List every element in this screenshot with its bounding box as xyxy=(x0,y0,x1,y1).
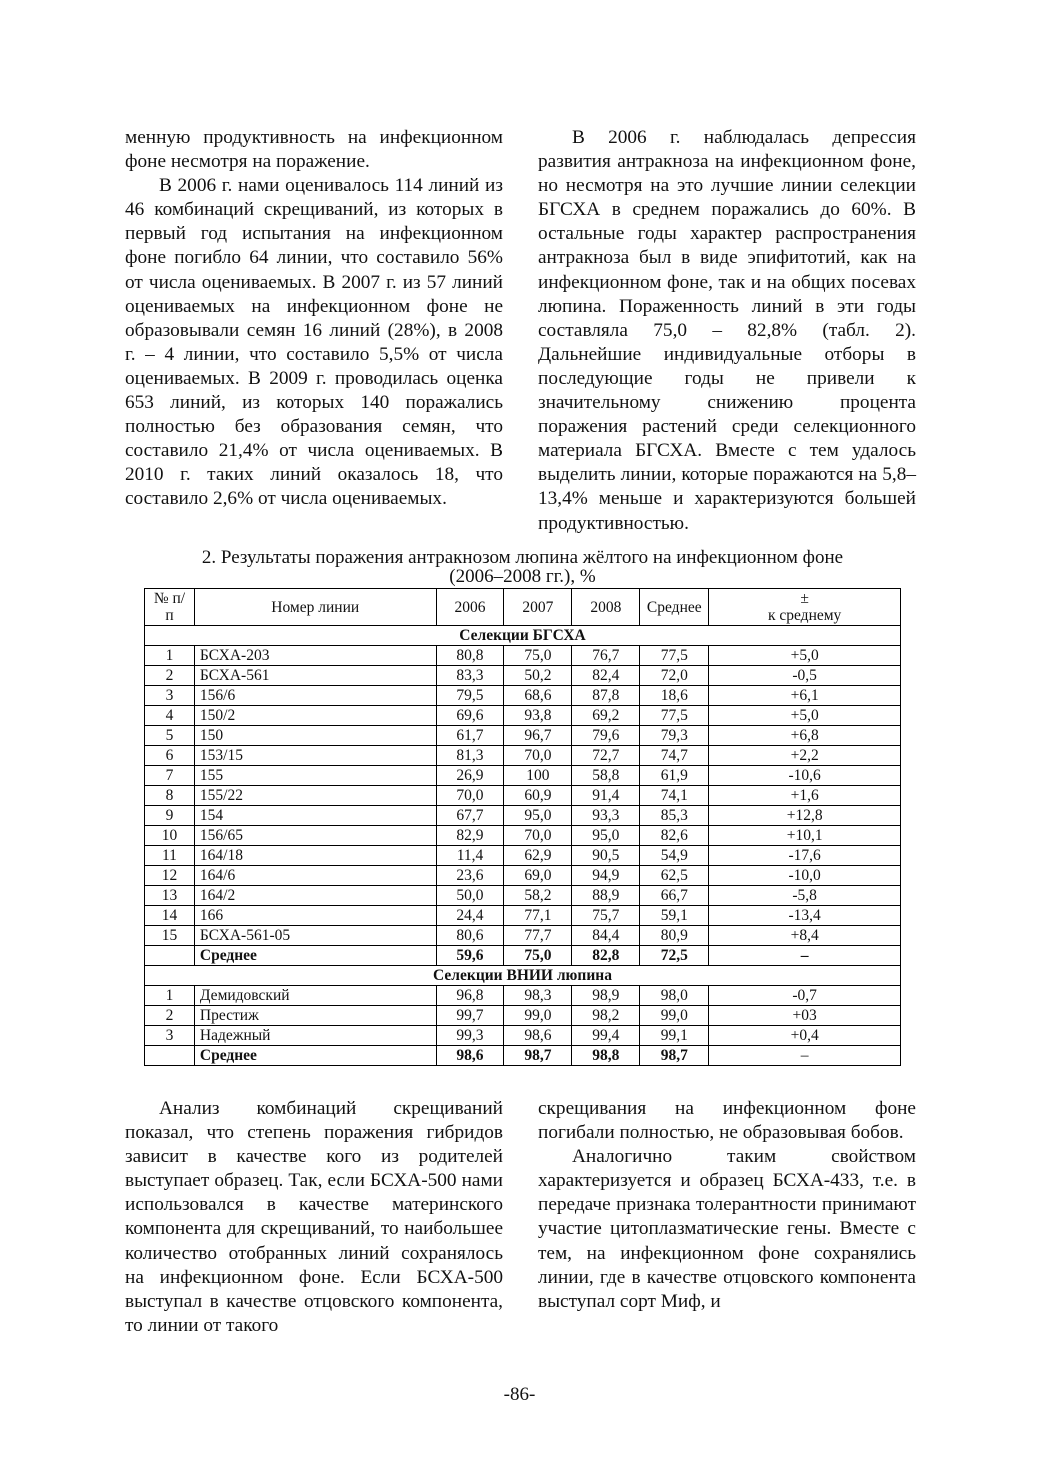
value-2007: 99,0 xyxy=(504,1006,572,1026)
table-row xyxy=(145,726,901,746)
paragraph: Анализ комбинаций скрещиваний показал, что степень поражения гибридов зависит в качестве кого из родителей выступает образец. Так, если БСХА-500 нами использовался в качестве материнского компонента для скрещиваний, то наибольшее количество отобранных линий сохранялось на инфекционном фоне. Если БСХА-500 выступал в качестве отцовского компонента, то линии от такого xyxy=(125,1098,503,1336)
value-deviation: +5,0 xyxy=(709,646,901,666)
deviation-sign: ± xyxy=(800,590,809,607)
value-2007: 77,7 xyxy=(504,926,572,946)
value-deviation: +8,4 xyxy=(709,926,901,946)
table-row xyxy=(145,826,901,846)
value-deviation: +03 xyxy=(709,1006,901,1026)
line-name: 154 xyxy=(194,806,436,826)
line-name: 155 xyxy=(194,766,436,786)
value-deviation: -10,6 xyxy=(709,766,901,786)
value-2008: 91,4 xyxy=(572,786,640,806)
line-name: БСХА-561-05 xyxy=(194,926,436,946)
value-2007: 70,0 xyxy=(504,746,572,766)
value-average: 61,9 xyxy=(640,766,709,786)
table-row xyxy=(145,646,901,666)
value-average: 72,0 xyxy=(640,666,709,686)
row-number: 3 xyxy=(145,1026,195,1046)
table-row xyxy=(145,666,901,686)
average-mean: 72,5 xyxy=(640,946,709,966)
value-2006: 11,4 xyxy=(436,846,504,866)
results-table xyxy=(144,588,901,1066)
table-body xyxy=(145,626,901,1066)
table-row xyxy=(145,746,901,766)
value-2008: 94,9 xyxy=(572,866,640,886)
value-2006: 70,0 xyxy=(436,786,504,806)
line-name: 164/18 xyxy=(194,846,436,866)
section-row xyxy=(145,626,901,646)
value-2006: 99,7 xyxy=(436,1006,504,1026)
table-caption-line: 2. Результаты поражения антракнозом люпина жёлтого на инфекционном фоне xyxy=(201,547,844,568)
average-2007: 98,7 xyxy=(504,1046,572,1066)
row-number: 8 xyxy=(145,786,195,806)
value-average: 66,7 xyxy=(640,886,709,906)
value-2007: 75,0 xyxy=(504,646,572,666)
section-title: Селекции БГСХА xyxy=(145,626,901,646)
value-deviation: -0,5 xyxy=(709,666,901,686)
value-2008: 99,4 xyxy=(572,1026,640,1046)
value-2008: 58,8 xyxy=(572,766,640,786)
line-name: 150/2 xyxy=(194,706,436,726)
value-2006: 82,9 xyxy=(436,826,504,846)
value-2006: 26,9 xyxy=(436,766,504,786)
row-number: 3 xyxy=(145,686,195,706)
value-2006: 79,5 xyxy=(436,686,504,706)
value-2006: 99,3 xyxy=(436,1026,504,1046)
line-name: 153/15 xyxy=(194,746,436,766)
table-caption xyxy=(144,548,901,586)
table-row xyxy=(145,706,901,726)
value-2006: 80,8 xyxy=(436,646,504,666)
row-number: 5 xyxy=(145,726,195,746)
value-2006: 67,7 xyxy=(436,806,504,826)
value-2006: 23,6 xyxy=(436,866,504,886)
row-number: 1 xyxy=(145,986,195,1006)
header-average: Среднее xyxy=(640,589,709,626)
average-label: Среднее xyxy=(194,946,436,966)
value-2008: 75,7 xyxy=(572,906,640,926)
table-row xyxy=(145,926,901,946)
row-number: 14 xyxy=(145,906,195,926)
value-2008: 88,9 xyxy=(572,886,640,906)
right-column-bottom xyxy=(538,1097,916,1314)
value-2006: 83,3 xyxy=(436,666,504,686)
row-number: 10 xyxy=(145,826,195,846)
value-deviation: -13,4 xyxy=(709,906,901,926)
deviation-label: к среднему xyxy=(767,607,842,624)
row-number: 2 xyxy=(145,666,195,686)
value-deviation: +0,4 xyxy=(709,1026,901,1046)
value-2008: 95,0 xyxy=(572,826,640,846)
average-2007: 75,0 xyxy=(504,946,572,966)
row-number: 15 xyxy=(145,926,195,946)
paragraph: скрещивания на инфекционном фоне погибали полностью, не образовывая бобов. xyxy=(538,1098,916,1144)
value-deviation: +12,8 xyxy=(709,806,901,826)
section-title: Селекции ВНИИ люпина xyxy=(145,966,901,986)
row-number: 4 xyxy=(145,706,195,726)
value-2006: 96,8 xyxy=(436,986,504,1006)
value-2008: 82,4 xyxy=(572,666,640,686)
line-name: БСХА-561 xyxy=(194,666,436,686)
value-average: 77,5 xyxy=(640,706,709,726)
line-name: 164/2 xyxy=(194,886,436,906)
value-deviation: -10,0 xyxy=(709,866,901,886)
table-row xyxy=(145,786,901,806)
line-name: Престиж xyxy=(194,1006,436,1026)
line-name: 150 xyxy=(194,726,436,746)
value-2008: 87,8 xyxy=(572,686,640,706)
table-row xyxy=(145,986,901,1006)
line-name: 156/65 xyxy=(194,826,436,846)
paragraph: В 2006 г. нами оценивалось 114 линий из 46 комбинаций скрещиваний, из которых в первый год испытания на инфекционном фоне погибло 64 линии, что составило 56% от числа оцениваемых. В 2007 г. из 57 линий оцениваемых на инфекционном фоне не образовывали семян 16 линий (28%), в 2008 г. – 4 линии, что составило 5,5% от числа оцениваемых. В 2009 г. проводилась оценка 653 линий, из которых 140 поражались полностью без образования семян, что составило 21,4% от числа оцениваемых. В 2010 г. таких линий оказалось 18, что составило 2,6% от числа оцениваемых. xyxy=(125,175,503,510)
value-2008: 76,7 xyxy=(572,646,640,666)
value-deviation: +6,1 xyxy=(709,686,901,706)
row-number: 6 xyxy=(145,746,195,766)
value-2008: 69,2 xyxy=(572,706,640,726)
table-row xyxy=(145,686,901,706)
line-name: 156/6 xyxy=(194,686,436,706)
row-number: 2 xyxy=(145,1006,195,1026)
value-deviation: +5,0 xyxy=(709,706,901,726)
value-average: 62,5 xyxy=(640,866,709,886)
value-2008: 79,6 xyxy=(572,726,640,746)
value-average: 99,1 xyxy=(640,1026,709,1046)
paragraph: Аналогично таким свойством характеризуется и образец БСХА-433, т.е. в передаче признака толерантности принимают участие цитоплазматические гены. Вместе с тем, на инфекционном фоне сохранялись линии, где в качестве отцовского компонента выступал сорт Миф, и xyxy=(538,1146,916,1312)
row-number: 11 xyxy=(145,846,195,866)
table-caption-line: (2006–2008 гг.), % xyxy=(449,566,596,587)
value-average: 99,0 xyxy=(640,1006,709,1026)
average-2008: 98,8 xyxy=(572,1046,640,1066)
value-deviation: -5,8 xyxy=(709,886,901,906)
row-number: 12 xyxy=(145,866,195,886)
value-2008: 84,4 xyxy=(572,926,640,946)
value-2008: 90,5 xyxy=(572,846,640,866)
value-2007: 69,0 xyxy=(504,866,572,886)
value-2007: 58,2 xyxy=(504,886,572,906)
line-name: БСХА-203 xyxy=(194,646,436,666)
value-average: 98,0 xyxy=(640,986,709,1006)
line-name: 164/6 xyxy=(194,866,436,886)
page-number: -86- xyxy=(503,1384,536,1405)
table-row xyxy=(145,766,901,786)
value-2007: 60,9 xyxy=(504,786,572,806)
value-2007: 100 xyxy=(504,766,572,786)
value-average: 85,3 xyxy=(640,806,709,826)
row-number: 9 xyxy=(145,806,195,826)
value-2007: 93,8 xyxy=(504,706,572,726)
value-2008: 98,2 xyxy=(572,1006,640,1026)
right-column-top xyxy=(538,126,916,536)
left-column-top xyxy=(125,126,503,512)
average-2006: 59,6 xyxy=(436,946,504,966)
value-average: 54,9 xyxy=(640,846,709,866)
value-2007: 70,0 xyxy=(504,826,572,846)
line-name: Демидовский xyxy=(194,986,436,1006)
header-2006: 2006 xyxy=(436,589,504,626)
paragraph: менную продуктивность на инфекционном фоне несмотря на поражение. xyxy=(125,127,503,173)
value-2006: 61,7 xyxy=(436,726,504,746)
header-deviation xyxy=(709,589,901,626)
value-deviation: +2,2 xyxy=(709,746,901,766)
value-2006: 81,3 xyxy=(436,746,504,766)
table-row xyxy=(145,866,901,886)
average-deviation: – xyxy=(709,946,901,966)
value-average: 74,1 xyxy=(640,786,709,806)
value-2007: 62,9 xyxy=(504,846,572,866)
average-label: Среднее xyxy=(194,1046,436,1066)
value-2007: 98,3 xyxy=(504,986,572,1006)
value-average: 18,6 xyxy=(640,686,709,706)
table-header-row xyxy=(145,589,901,626)
left-column-bottom xyxy=(125,1097,503,1338)
section-row xyxy=(145,966,901,986)
line-name: Надежный xyxy=(194,1026,436,1046)
header-2007: 2007 xyxy=(504,589,572,626)
row-number: 7 xyxy=(145,766,195,786)
value-2006: 24,4 xyxy=(436,906,504,926)
average-row xyxy=(145,1046,901,1066)
value-deviation: +6,8 xyxy=(709,726,901,746)
value-2007: 98,6 xyxy=(504,1026,572,1046)
average-row xyxy=(145,946,901,966)
value-average: 59,1 xyxy=(640,906,709,926)
value-2007: 77,1 xyxy=(504,906,572,926)
line-name: 155/22 xyxy=(194,786,436,806)
row-number: 13 xyxy=(145,886,195,906)
value-2007: 96,7 xyxy=(504,726,572,746)
line-name: 166 xyxy=(194,906,436,926)
value-deviation: +1,6 xyxy=(709,786,901,806)
average-2006: 98,6 xyxy=(436,1046,504,1066)
value-deviation: -0,7 xyxy=(709,986,901,1006)
table-row xyxy=(145,846,901,866)
header-2008: 2008 xyxy=(572,589,640,626)
average-deviation: – xyxy=(709,1046,901,1066)
value-deviation: +10,1 xyxy=(709,826,901,846)
value-2006: 50,0 xyxy=(436,886,504,906)
value-2006: 80,6 xyxy=(436,926,504,946)
value-2008: 98,9 xyxy=(572,986,640,1006)
average-mean: 98,7 xyxy=(640,1046,709,1066)
table-row xyxy=(145,806,901,826)
value-2007: 68,6 xyxy=(504,686,572,706)
value-average: 80,9 xyxy=(640,926,709,946)
row-number: 1 xyxy=(145,646,195,666)
table-row xyxy=(145,886,901,906)
value-2008: 93,3 xyxy=(572,806,640,826)
table-row xyxy=(145,906,901,926)
value-average: 79,3 xyxy=(640,726,709,746)
table-row xyxy=(145,1006,901,1026)
table-row xyxy=(145,1026,901,1046)
value-2007: 95,0 xyxy=(504,806,572,826)
value-2006: 69,6 xyxy=(436,706,504,726)
value-average: 82,6 xyxy=(640,826,709,846)
average-2008: 82,8 xyxy=(572,946,640,966)
value-average: 77,5 xyxy=(640,646,709,666)
value-deviation: -17,6 xyxy=(709,846,901,866)
value-2008: 72,7 xyxy=(572,746,640,766)
header-line: Номер линии xyxy=(194,589,436,626)
paragraph: В 2006 г. наблюдалась депрессия развития антракноза на инфекционном фоне, но несмотря на это лучшие линии селекции БГСХА в среднем поражались до 60%. В остальные годы характер распространения антракноза был в виде эпифитотий, как на инфекционном фоне, так и на общих посевах люпина. Пораженность линий в эти годы составляла 75,0 – 82,8% (табл. 2). Дальнейшие индивидуальные отборы в последующие годы не привели к значительному снижению процента поражения растений среди селекционного материала БГСХА. Вместе с тем удалось выделить линии, которые поражаются на 5,8–13,4% меньше и характеризуются большей продуктивностью. xyxy=(538,127,916,534)
value-2007: 50,2 xyxy=(504,666,572,686)
value-average: 74,7 xyxy=(640,746,709,766)
header-num: № п/п xyxy=(145,589,195,626)
